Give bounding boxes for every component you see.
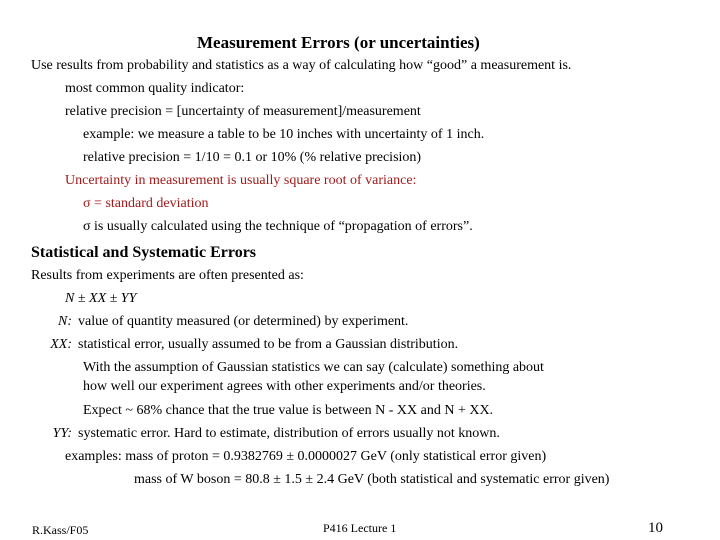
page-number: 10 xyxy=(648,520,663,536)
yy-definition xyxy=(38,427,500,441)
relative-precision-calculation: relative precision = 1/10 = 0.1 or 10% (% relative precision) xyxy=(83,150,422,165)
xx-description: statistical error, usually assumed to be from a Gaussian distribution. xyxy=(78,337,459,352)
yy-description: systematic error. Hard to estimate, distribution of errors usually not known. xyxy=(78,426,500,441)
results-text: Results from experiments are often presented as: xyxy=(31,268,304,283)
examples-text-1: examples: mass of proton = 0.9382769 ± 0.0000027 GeV (only statistical error given) xyxy=(65,449,547,464)
xx-label: XX: xyxy=(50,337,72,352)
yy-label: YY: xyxy=(52,426,72,441)
footer-author: R.Kass/F05 xyxy=(32,523,89,537)
n-label: N: xyxy=(58,314,72,329)
result-formula: N ± XX ± YY xyxy=(65,291,137,306)
gaussian-text-1: With the assumption of Gaussian statistics we can say (calculate) something about xyxy=(83,360,544,375)
slide-title: Measurement Errors (or uncertainties) xyxy=(197,33,480,52)
n-description: value of quantity measured (or determined) by experiment. xyxy=(78,314,409,329)
section-heading: Statistical and Systematic Errors xyxy=(31,244,257,261)
example-text: example: we measure a table to be 10 inches with uncertainty of 1 inch. xyxy=(83,127,485,142)
n-definition xyxy=(38,315,408,329)
intro-text: Use results from probability and statistics as a way of calculating how “good” a measurement is. xyxy=(31,58,572,73)
footer-lecture: P416 Lecture 1 xyxy=(323,521,397,535)
gaussian-text-2: how well our experiment agrees with other experiments and/or theories. xyxy=(83,379,486,394)
sigma-calculation-text: σ is usually calculated using the technique of “propagation of errors”. xyxy=(83,219,473,234)
relative-precision-definition: relative precision = [uncertainty of measurement]/measurement xyxy=(65,104,421,119)
expectation-text: Expect ~ 68% chance that the true value is between N - XX and N + XX. xyxy=(83,403,494,418)
quality-indicator-text: most common quality indicator: xyxy=(65,81,245,96)
sigma-definition: σ = standard deviation xyxy=(83,196,209,211)
uncertainty-text: Uncertainty in measurement is usually square root of variance: xyxy=(65,173,417,188)
examples-text-2: mass of W boson = 80.8 ± 1.5 ± 2.4 GeV (both statistical and systematic error given) xyxy=(134,472,610,487)
xx-definition xyxy=(38,338,458,352)
